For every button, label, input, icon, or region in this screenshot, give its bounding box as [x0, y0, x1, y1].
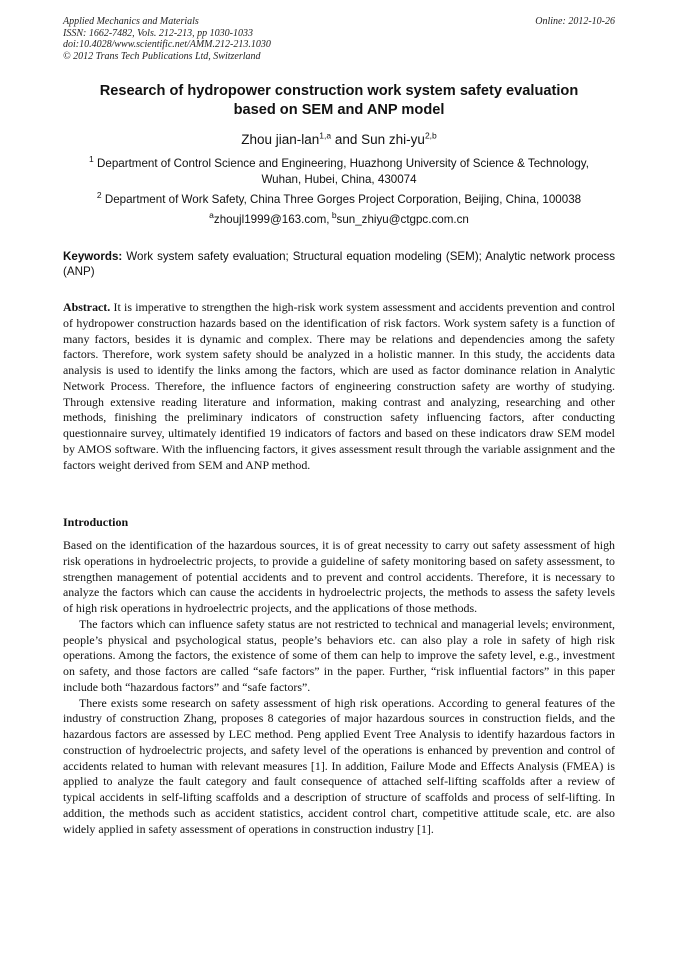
online-date: Online: 2012-10-26 [535, 16, 615, 27]
affiliation-1-mark: 1 [89, 154, 94, 165]
keywords-text: Work system safety evaluation; Structural equation modeling (SEM); Analytic network process (ANP) [63, 250, 615, 278]
abstract-label: Abstract. [63, 300, 111, 314]
keywords-label: Keywords: [63, 250, 123, 263]
journal-header [63, 16, 615, 62]
email-a: zhoujl1999@163.com, [213, 213, 330, 226]
affiliation-2-text: Department of Work Safety, China Three Gorges Project Corporation, Beijing, China, 100038 [101, 193, 582, 206]
affiliation-2 [63, 192, 615, 208]
email-b: sun_zhiyu@ctgpc.com.cn [336, 213, 469, 226]
introduction-heading: Introduction [63, 515, 129, 529]
title-line-1: Research of hydropower construction work system safety evaluation [99, 83, 579, 99]
title-line-2: based on SEM and ANP model [233, 102, 445, 118]
author-2: Sun zhi-yu [361, 132, 425, 147]
abstract-text: It is imperative to strengthen the high-risk work system assessment and accidents prevention and control of hydropower construction hazards based on the identification of risk factors. Work system safety is a function of many factors, besides it is dynamic and complex. There may be relations and dependencies among the safety factors. Therefore, work system safety should be analyzed in a holistic manner. In this study, the accidents data analysis is used to identify the links among the factors, which are used as factor dominance relation in Analytic Network Process. Therefore, the influence factors of engineering construction safety are worthy of studying. Through extensive reading literature and information, making contrast and analyzing, researching and other methods, finishing the preliminary indicators of construction safety influencing factors, after conducting questionnaire survey, ultimately identified 19 indicators of factors and based on these indicators draw SEM model by AMOS software. With the influencing factors, it gives assessment result through the variable assignment and the factors weight derived from SEM and ANP method. [63, 300, 615, 472]
email-b-mark: b [329, 210, 337, 221]
abstract-block [63, 300, 615, 473]
author-emails [63, 212, 615, 228]
author-list [63, 131, 615, 149]
affiliation-1-line-1: Department of Control Science and Engineering, Huazhong University of Science & Technology, [93, 157, 589, 170]
issn-line: ISSN: 1662-7482, Vols. 212-213, pp 1030-1033 [63, 27, 253, 39]
intro-paragraph-2: The factors which can influence safety status are not restricted to technical and managerial levels; environment, people’s physical and psychological status, people’s behaviors etc. can also play a role in safety of high risk operations. Among the factors, the existence of some of them can help to improve the safety level, e.g., investment on safety, and those factors are called “safe factors” in the paper. Further, “risk influential factors” in this paper include both “hazardous factors” and “safe factors”. [63, 616, 615, 694]
author-1-affiliation-mark: 1,a [319, 130, 332, 141]
affiliation-2-mark: 2 [96, 190, 102, 201]
paper-title [63, 82, 615, 120]
doi-line: doi:10.4028/www.scientific.net/AMM.212-213.1030 [63, 39, 271, 50]
introduction-body [63, 538, 615, 837]
affiliation-1-line-2: Wuhan, Hubei, China, 430074 [261, 173, 417, 186]
copyright-line: © 2012 Trans Tech Publications Ltd, Switzerland [63, 50, 261, 62]
affiliation-1 [63, 156, 615, 188]
intro-paragraph-3: There exists some research on safety assessment of high risk operations. According to general features of the industry of construction Zhang, proposes 8 categories of major hazardous sources in construction fields, and the hazardous factors are assessed by LEC method. Peng applied Event Tree Analysis to identify hazardous factors in construction of hydroelectric projects, and safety level of the operations is enhanced by prevention and control of accidents related to human with relevant measures [1]. In addition, Failure Mode and Effects Analysis (FMEA) is applied to analyze the fault category and fault consequence of attached self-lifting scaffolds after a review of typical accidents in self-lifting scaffolds and a description of structure of scaffolds and process of self-lifting. In addition, the methods such as accident statistics, accident control chart, competitive attitude scale, etc. are also widely applied in safety assessment of operations in construction industry [1]. [63, 695, 615, 836]
author-2-affiliation-mark: 2,b [424, 130, 437, 141]
journal-name: Applied Mechanics and Materials [63, 16, 199, 27]
email-a-mark: a [209, 210, 214, 221]
keywords-block [63, 250, 615, 279]
intro-paragraph-1: Based on the identification of the hazardous sources, it is of great necessity to carry out safety assessment of high risk operations in hydroelectric projects, to provide a guideline of safety monitoring based on safety assessment, to strengthen management of potential accidents and to prevent and control accidents. Therefore, it is necessary to analyze the factors which can cause the accidents in hydroelectric projects, the methods to assess the safety levels of high risk operations in hydroelectric projects, and the applications of those methods. [63, 538, 615, 615]
author-conjunction: and [331, 132, 362, 147]
author-1: Zhou jian-lan [241, 132, 320, 147]
